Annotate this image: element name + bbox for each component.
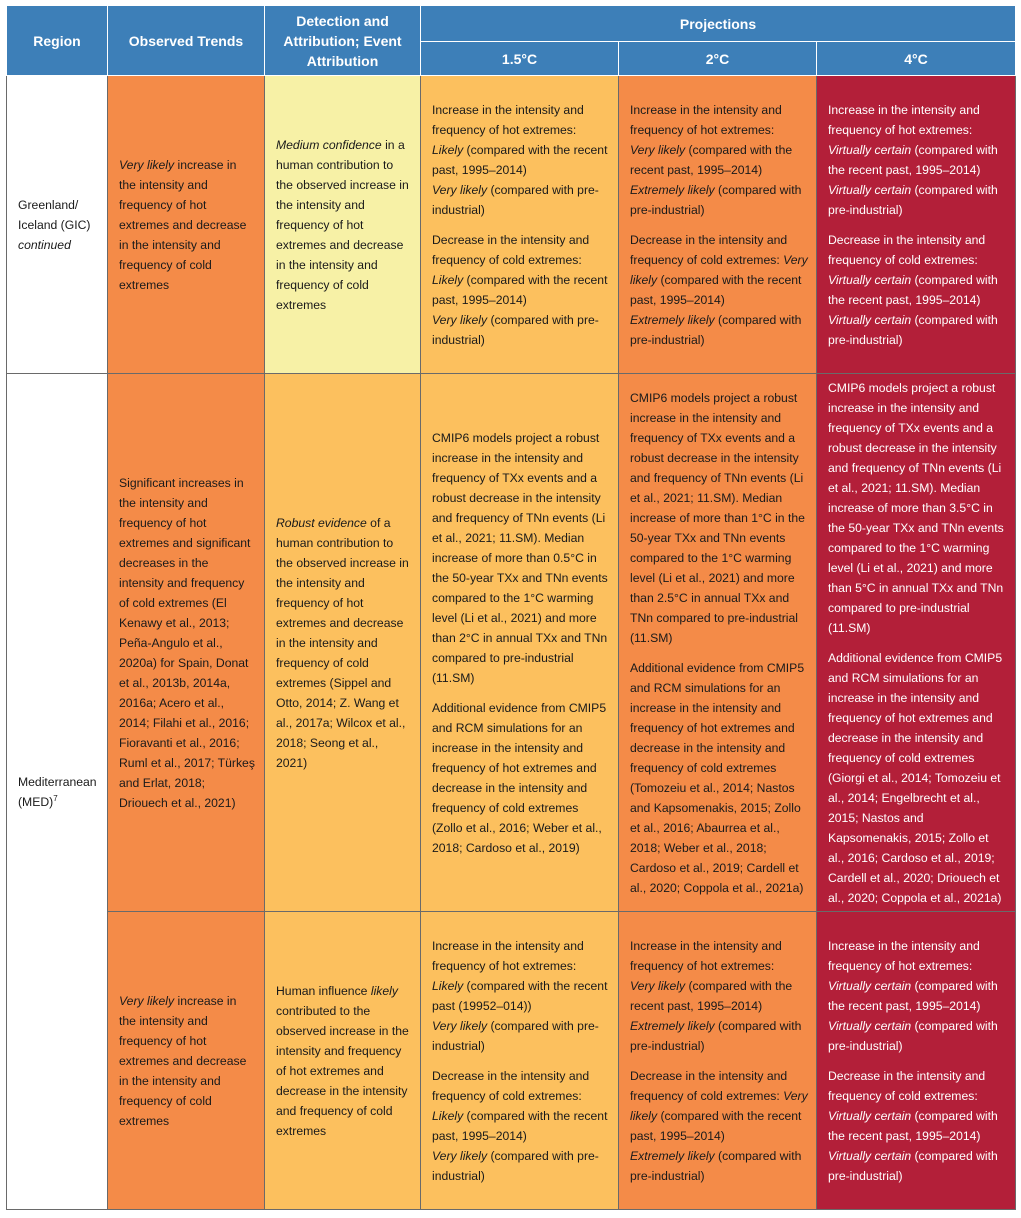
likelihood-term: Virtually certain (828, 978, 912, 993)
region-name-line: Greenland/ (18, 197, 79, 212)
observed-trends-cell-med-1 (108, 374, 265, 912)
likelihood-term: Very likely (432, 1148, 488, 1163)
cell-paragraph: CMIP6 models project a robust increase in the intensity and frequency of TXx events and a robust decrease in the intensity and frequency of TNn events (Li et al., 2021; 11.SM). Median increase of more than 3.5°C in the 50-year TXx and TNn events compared to the 1°C warming level (Li et al., 2021) and more than 5°C in annual TXx and TNn compared to pre-industrial (11.SM) (828, 380, 1004, 635)
likelihood-term: Very likely (630, 1088, 808, 1123)
likelihood-term: Likely (432, 978, 464, 993)
cell-text: Increase in the intensity and frequency of hot extremes: (432, 938, 584, 973)
header-projections: Projections (421, 6, 1016, 42)
projection-4-cell-med-2 (817, 912, 1016, 1210)
cell-text: (compared with the recent past, 1995–2014) (630, 1108, 802, 1143)
header-detection-attribution: Detection and Attribution; Event Attribution (265, 6, 421, 76)
cell-paragraph: Additional evidence from CMIP5 and RCM simulations for an increase in the intensity and frequency of hot extremes and decrease in the intensity and frequency of cold extremes (Giorgi et al., 2014; Tomozeiu et al., 2014; Engelbrecht et al., 2015; Nastos and Kapsomenakis, 2015; Zollo et al., 2016; Cardoso et al., 2019; Cardell et al., 2020; Driouech et al., 2020; Coppola et al., 2021a) (828, 650, 1003, 905)
cell-text: (compared with pre-industrial) (828, 312, 998, 347)
projection-2-cell-gic (619, 76, 817, 374)
cell-text: (compared with pre-industrial) (432, 1018, 599, 1053)
cell-text: contributed to the observed increase in the intensity and frequency of hot extremes and decrease in the intensity and frequency of cold extremes (276, 1003, 409, 1138)
cell-text: Increase in the intensity and frequency of hot extremes: (630, 938, 782, 973)
cell-text: Increase in the intensity and frequency of hot extremes: (630, 102, 782, 137)
cell-text: (compared with the recent past, 1995–2014) (630, 978, 793, 1013)
observed-trends-cell-gic (108, 76, 265, 374)
table-row-med-1 (7, 374, 1016, 912)
cell-text: Increase in the intensity and frequency of hot extremes: (432, 102, 584, 137)
confidence-term: Robust evidence (276, 515, 367, 530)
cell-text: (compared with pre-industrial) (432, 312, 599, 347)
likelihood-term: Very likely (630, 978, 686, 993)
projection-4-cell-med-1 (817, 374, 1016, 912)
footnote-marker: 7 (53, 793, 58, 803)
extremes-table (6, 5, 1016, 1210)
cell-text: Decrease in the intensity and frequency of cold extremes: (630, 232, 788, 267)
cell-text: in a human contribution to the observed increase in the intensity and frequency of hot extremes and decrease in the intensity and frequency of cold extremes (276, 137, 409, 312)
cell-text: (compared with the recent past, 1995–2014) (432, 142, 608, 177)
confidence-term: Medium confidence (276, 137, 382, 152)
cell-text: increase in the intensity and frequency of hot extremes and decrease in the intensity and frequency of cold extremes (119, 993, 247, 1128)
region-name-line: Iceland (GIC) (18, 217, 91, 232)
projection-1-5-cell-med-1 (421, 374, 619, 912)
cell-text: (compared with the recent past, 1995–2014) (828, 272, 998, 307)
cell-text: increase in the intensity and frequency of hot extremes and decrease in the intensity and frequency of cold extremes (119, 157, 247, 292)
cell-text: (compared with the recent past, 1995–2014) (828, 1108, 998, 1143)
cell-paragraph: CMIP6 models project a robust increase in the intensity and frequency of TXx events and a robust decrease in the intensity and frequency of TNn events (Li et al., 2021; 11.SM). Median increase of more than 0.5°C in the 50-year TXx and TNn events compared to the 1°C warming level (Li et al., 2021) and more than 2°C in annual TXx and TNn compared to pre-industrial (11.SM) (432, 430, 608, 685)
table-row-gic (7, 76, 1016, 374)
cell-text: (compared with pre-industrial) (432, 1148, 599, 1183)
cell-text: (compared with pre-industrial) (630, 312, 802, 347)
likelihood-term: Very likely (432, 1018, 488, 1033)
attribution-cell-gic (265, 76, 421, 374)
likelihood-term: Likely (432, 1108, 464, 1123)
cell-text: (compared with pre-industrial) (630, 182, 802, 217)
cell-text: Significant increases in the intensity and frequency of hot extremes and significant decreases in the intensity and frequency of cold extremes (El Kenawy et al., 2013; Peña-Angulo et al., 2020a) for Spain, Donat et al., 2013b, 2014a, 2016a; Acero et al., 2014; Filahi et al., 2016; Fioravanti et al., 2016; Ruml et al., 2017; Türkeş and Erlat, 2018; Driouech et al., 2021) (119, 475, 255, 810)
likelihood-term: Likely (432, 142, 464, 157)
cell-text: (compared with the recent past, 1995–2014) (432, 272, 608, 307)
projection-2-cell-med-1 (619, 374, 817, 912)
projection-1-5-cell-med-2 (421, 912, 619, 1210)
confidence-term: Very likely (119, 993, 175, 1008)
likelihood-term: Very likely (432, 182, 488, 197)
cell-text: (compared with the recent past, 1995–2014) (630, 142, 793, 177)
cell-text: (compared with the recent past, 1995–2014) (630, 272, 802, 307)
cell-text: (compared with pre-industrial) (828, 182, 998, 217)
cell-text: (compared with pre-industrial) (630, 1148, 802, 1183)
cell-text: of a human contribution to the observed increase in the intensity and frequency of hot extremes and decrease in the intensity and frequency of cold extremes (Sippel and Otto, 2014; Z. Wang et al., 2017a; Wilcox et al., 2018; Seong et al., 2021) (276, 515, 409, 770)
cell-text: (compared with pre-industrial) (828, 1148, 998, 1183)
likelihood-term: Very likely (630, 252, 808, 287)
region-continued-note: continued (18, 237, 71, 252)
header-observed-trends: Observed Trends (108, 6, 265, 76)
attribution-cell-med-2 (265, 912, 421, 1210)
cell-text: Decrease in the intensity and frequency of cold extremes: (432, 232, 590, 267)
header-projection-4: 4°C (817, 42, 1016, 76)
cell-text: Increase in the intensity and frequency of hot extremes: (828, 938, 980, 973)
likelihood-term: Virtually certain (828, 1108, 912, 1123)
cell-text: Increase in the intensity and frequency of hot extremes: (828, 102, 980, 137)
header-projection-1-5: 1.5°C (421, 42, 619, 76)
projection-4-cell-gic (817, 76, 1016, 374)
cell-text: (compared with the recent past, 1995–2014) (828, 978, 998, 1013)
cell-text: Decrease in the intensity and frequency of cold extremes: (828, 232, 986, 267)
region-cell-med (7, 374, 108, 1210)
observed-trends-cell-med-2 (108, 912, 265, 1210)
cell-text: Decrease in the intensity and frequency of cold extremes: (432, 1068, 590, 1103)
likelihood-term: Virtually certain (828, 182, 912, 197)
likelihood-term: Extremely likely (630, 312, 715, 327)
cell-text: Decrease in the intensity and frequency of cold extremes: (828, 1068, 986, 1103)
header-region: Region (7, 6, 108, 76)
likelihood-term: Extremely likely (630, 182, 715, 197)
likelihood-term: Virtually certain (828, 312, 912, 327)
attribution-cell-med-1 (265, 374, 421, 912)
likelihood-term: Virtually certain (828, 1018, 912, 1033)
cell-text: Human influence (276, 983, 371, 998)
cell-paragraph: CMIP6 models project a robust increase in the intensity and frequency of TXx events and a robust decrease in the intensity and frequency of TNn events (Li et al., 2021; 11.SM). Median increase of more than 1°C in the 50-year TXx and TNn events compared to the 1°C warming level (Li et al., 2021) and more than 2.5°C in annual TXx and TNn compared to pre-industrial (11.SM) (630, 390, 805, 645)
likelihood-term: Extremely likely (630, 1148, 715, 1163)
cell-text: (compared with the recent past (19952–014)) (432, 978, 608, 1013)
likelihood-term: Virtually certain (828, 1148, 912, 1163)
header-projection-2: 2°C (619, 42, 817, 76)
likelihood-term: Virtually certain (828, 272, 912, 287)
confidence-term: Very likely (119, 157, 175, 172)
cell-text: (compared with pre-industrial) (432, 182, 599, 217)
likelihood-term: Very likely (432, 312, 488, 327)
confidence-term: likely (370, 983, 398, 998)
cell-text: Decrease in the intensity and frequency of cold extremes: (630, 1068, 788, 1103)
cell-text: (compared with the recent past, 1995–2014) (828, 142, 998, 177)
cell-text: (compared with pre-industrial) (630, 1018, 802, 1053)
likelihood-term: Likely (432, 272, 464, 287)
cell-text: (compared with the recent past, 1995–2014) (432, 1108, 608, 1143)
likelihood-term: Extremely likely (630, 1018, 715, 1033)
projection-2-cell-med-2 (619, 912, 817, 1210)
region-cell-gic (7, 76, 108, 374)
cell-text: (compared with pre-industrial) (828, 1018, 998, 1053)
projection-1-5-cell-gic (421, 76, 619, 374)
likelihood-term: Virtually certain (828, 142, 912, 157)
likelihood-term: Very likely (630, 142, 686, 157)
region-name: Mediterranean (MED) (18, 774, 97, 809)
cell-paragraph: Additional evidence from CMIP5 and RCM simulations for an increase in the intensity and frequency of hot extremes and decrease in the intensity and frequency of cold extremes (Tomozeiu et al., 2014; Nastos and Kapsomenakis, 2015; Zollo et al., 2016; Abaurrea et al., 2018; Weber et al., 2018; Cardoso et al., 2019; Cardell et al., 2020; Coppola et al., 2021a) (630, 660, 805, 895)
table-row-med-2 (7, 912, 1016, 1210)
cell-paragraph: Additional evidence from CMIP5 and RCM simulations for an increase in the intensity and frequency of hot extremes and decrease in the intensity and frequency of cold extremes (Zollo et al., 2016; Weber et al., 2018; Cardoso et al., 2019) (432, 700, 607, 855)
